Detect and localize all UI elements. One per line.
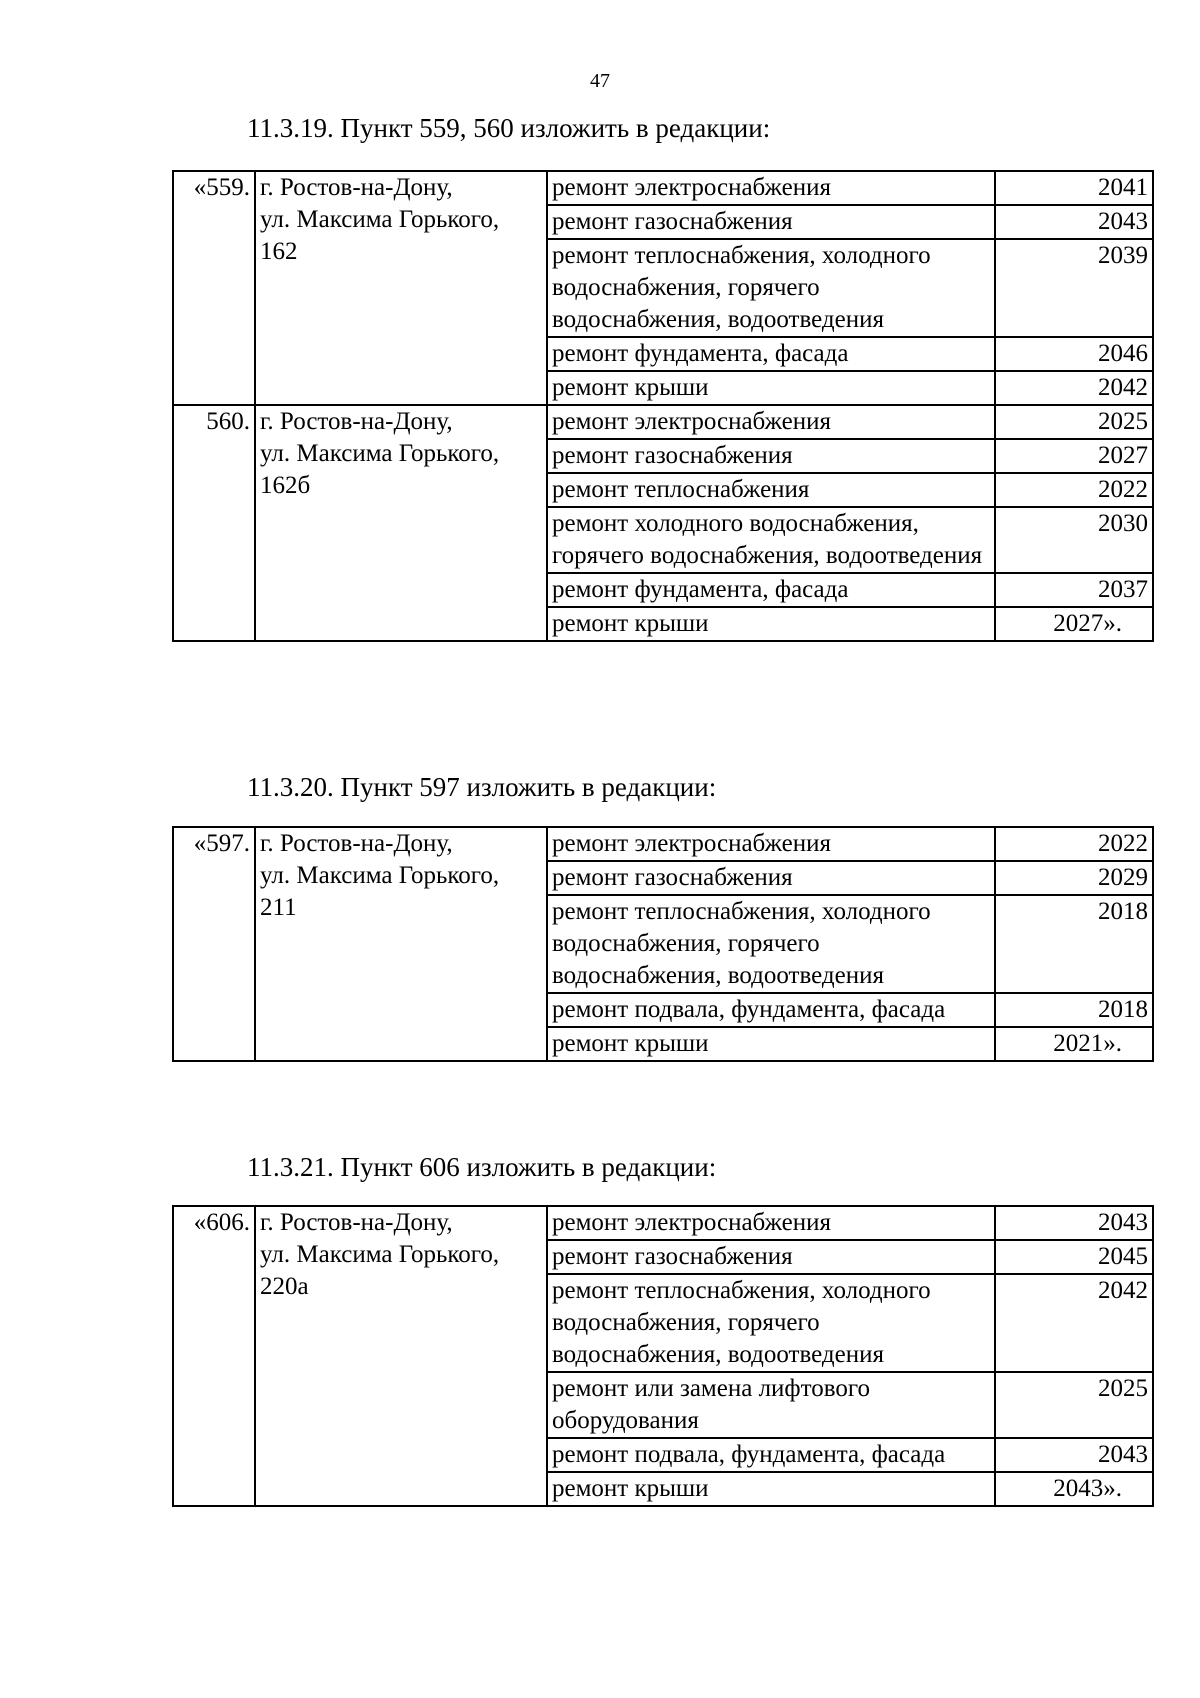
work-year: 2043». (995, 1472, 1153, 1506)
table-row (173, 171, 1153, 205)
section-title: 11.3.19. Пункт 559, 560 изложить в редакции: (247, 113, 771, 143)
table-row (173, 827, 1153, 861)
work-type: ремонт подвала, фундамента, фасада (547, 1438, 995, 1472)
works-table (172, 170, 1154, 642)
work-type: ремонт или замена лифтового оборудования (547, 1372, 995, 1438)
address-city: г. Ростов-на-Дону, (260, 174, 453, 201)
work-type: ремонт газоснабжения (547, 205, 995, 239)
work-type: ремонт подвала, фундамента, фасада (547, 993, 995, 1027)
work-type: ремонт крыши (547, 371, 995, 405)
address-house: 162б (260, 472, 311, 499)
works-table (172, 1205, 1154, 1507)
work-type: ремонт крыши (547, 607, 995, 641)
page-number: 47 (590, 70, 610, 92)
address-street: ул. Максима Горького, (260, 1241, 500, 1268)
work-year: 2022 (995, 473, 1153, 507)
address-cell (255, 405, 547, 641)
work-type: ремонт фундамента, фасада (547, 337, 995, 371)
address-city: г. Ростов-на-Дону, (260, 830, 453, 857)
address-house: 220а (260, 1273, 309, 1300)
work-year: 2021». (995, 1027, 1153, 1061)
work-year: 2043 (995, 1438, 1153, 1472)
item-number: 560. (173, 405, 255, 641)
address-house: 211 (260, 894, 297, 921)
address-city: г. Ростов-на-Дону, (260, 408, 453, 435)
work-year: 2042 (995, 371, 1153, 405)
work-year: 2018 (995, 895, 1153, 993)
work-type: ремонт теплоснабжения, холодного водоснабжения, горячего водоснабжения, водоотведения (547, 239, 995, 337)
section-title: 11.3.20. Пункт 597 изложить в редакции: (247, 772, 717, 802)
work-type: ремонт фундамента, фасада (547, 573, 995, 607)
table-row (173, 405, 1153, 439)
table-row (173, 1206, 1153, 1240)
item-number: «559. (173, 171, 255, 405)
work-year: 2025 (995, 405, 1153, 439)
work-type: ремонт холодного водоснабжения, горячего водоснабжения, водоотведения (547, 507, 995, 573)
address-cell (255, 1206, 547, 1506)
work-year: 2018 (995, 993, 1153, 1027)
work-year: 2025 (995, 1372, 1153, 1438)
work-year: 2045 (995, 1240, 1153, 1274)
work-year: 2042 (995, 1274, 1153, 1372)
work-type: ремонт электроснабжения (547, 1206, 995, 1240)
work-year: 2022 (995, 827, 1153, 861)
work-type: ремонт электроснабжения (547, 827, 995, 861)
work-year: 2039 (995, 239, 1153, 337)
work-year: 2030 (995, 507, 1153, 573)
work-type: ремонт газоснабжения (547, 861, 995, 895)
work-type: ремонт теплоснабжения (547, 473, 995, 507)
work-type: ремонт электроснабжения (547, 171, 995, 205)
work-year: 2041 (995, 171, 1153, 205)
address-street: ул. Максима Горького, (260, 440, 500, 467)
work-year: 2029 (995, 861, 1153, 895)
address-street: ул. Максима Горького, (260, 206, 500, 233)
address-city: г. Ростов-на-Дону, (260, 1209, 453, 1236)
item-number: «606. (173, 1206, 255, 1506)
address-house: 162 (260, 238, 298, 265)
work-year: 2043 (995, 1206, 1153, 1240)
work-type: ремонт крыши (547, 1027, 995, 1061)
item-number: «597. (173, 827, 255, 1061)
works-table (172, 826, 1154, 1062)
work-year: 2027». (995, 607, 1153, 641)
address-cell (255, 827, 547, 1061)
address-cell (255, 171, 547, 405)
section-title: 11.3.21. Пункт 606 изложить в редакции: (247, 1152, 717, 1182)
work-year: 2027 (995, 439, 1153, 473)
work-type: ремонт электроснабжения (547, 405, 995, 439)
work-type: ремонт теплоснабжения, холодного водоснабжения, горячего водоснабжения, водоотведения (547, 1274, 995, 1372)
work-year: 2043 (995, 205, 1153, 239)
work-type: ремонт крыши (547, 1472, 995, 1506)
address-street: ул. Максима Горького, (260, 862, 500, 889)
work-year: 2037 (995, 573, 1153, 607)
work-type: ремонт газоснабжения (547, 1240, 995, 1274)
work-type: ремонт теплоснабжения, холодного водоснабжения, горячего водоснабжения, водоотведения (547, 895, 995, 993)
work-type: ремонт газоснабжения (547, 439, 995, 473)
work-year: 2046 (995, 337, 1153, 371)
